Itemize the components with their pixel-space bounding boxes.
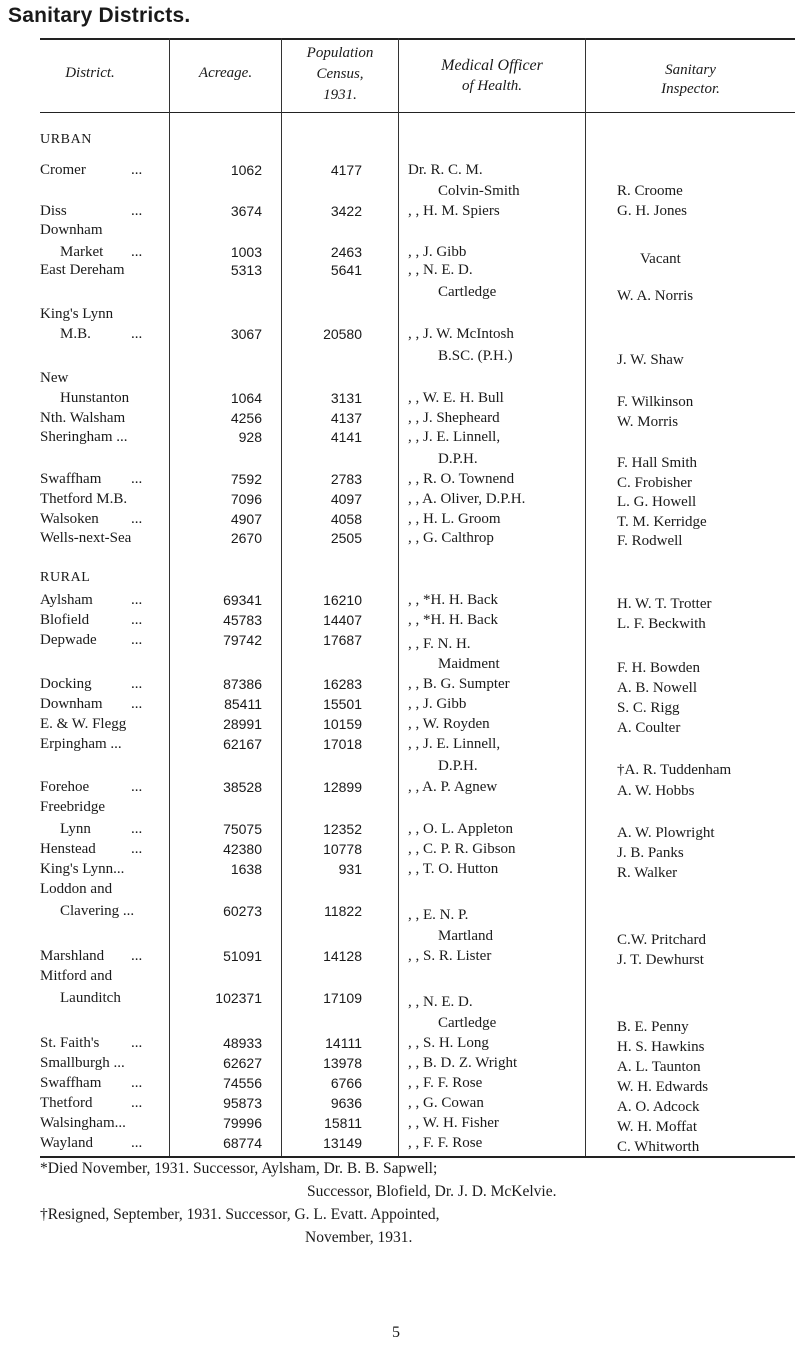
table-cell: ... — [131, 592, 143, 608]
table-cell: ... — [131, 1075, 143, 1091]
table-cell: , , W. H. Fisher — [408, 1115, 499, 1131]
table-cell: ... — [131, 1095, 143, 1111]
table-cell: , , T. O. Hutton — [408, 861, 499, 877]
table-cell: 14407 — [323, 612, 362, 628]
table-cell: Smallburgh ... — [40, 1055, 125, 1071]
table-cell: Lynn — [60, 821, 91, 837]
table-cell: , , F. N. H. — [408, 636, 471, 652]
table-cell: 15501 — [323, 696, 362, 712]
table-cell: Depwade — [40, 632, 97, 648]
header-bottom-rule — [40, 112, 795, 113]
table-cell: ... — [131, 821, 143, 837]
page-title: Sanitary Districts. — [8, 4, 191, 27]
table-cell: 5641 — [330, 262, 362, 278]
table-cell: , , W. Royden — [408, 716, 490, 732]
table-cell: King's Lynn — [40, 306, 114, 322]
table-cell: Market — [60, 244, 104, 260]
table-cell: 16283 — [323, 676, 362, 692]
table-cell: Mitford and — [40, 968, 113, 984]
table-cell: , , J. Shepheard — [408, 410, 500, 426]
table-cell: ... — [131, 948, 143, 964]
table-cell: Blofield — [40, 612, 90, 628]
table-cell: 4097 — [330, 491, 362, 507]
table-cell: H. S. Hawkins — [617, 1039, 705, 1055]
table-cell: ... — [131, 326, 143, 342]
table-cell: F. Hall Smith — [617, 455, 698, 471]
page-number: 5 — [392, 1324, 400, 1341]
table-cell: Clavering ... — [60, 903, 135, 919]
table-cell: 5313 — [230, 262, 262, 278]
table-cell: Nth. Walsham — [40, 410, 126, 426]
header-medical-officer-line: Medical Officer — [441, 57, 543, 74]
table-cell: Walsingham... — [40, 1115, 126, 1131]
table-cell: King's Lynn... — [40, 861, 125, 877]
table-cell: A. L. Taunton — [617, 1059, 701, 1075]
table-cell: 3067 — [230, 326, 262, 342]
column-divider — [281, 38, 282, 1156]
table-cell: Wayland — [40, 1135, 93, 1151]
section-heading-rural: RURAL — [40, 570, 91, 585]
table-cell: T. M. Kerridge — [617, 514, 707, 530]
table-cell: L. G. Howell — [617, 494, 697, 510]
table-cell: 10159 — [323, 716, 362, 732]
header-population — [282, 45, 398, 104]
table-cell: , , F. F. Rose — [408, 1075, 483, 1091]
table-cell: Docking — [40, 676, 92, 692]
table-cell: Cartledge — [438, 1015, 497, 1031]
table-cell: Dr. R. C. M. — [408, 162, 483, 178]
table-cell: 1638 — [230, 861, 262, 877]
header-acreage: Acreage. — [198, 65, 253, 81]
header-medical-officer-line: of Health. — [462, 78, 522, 94]
table-cell: 16210 — [323, 592, 362, 608]
table-cell: Erpingham ... — [40, 736, 122, 752]
table-cell: G. H. Jones — [617, 203, 687, 219]
table-cell: 7592 — [230, 471, 262, 487]
table-cell: 68774 — [223, 1135, 262, 1151]
table-cell: , , F. F. Rose — [408, 1135, 483, 1151]
table-cell: A. W. Hobbs — [617, 783, 695, 799]
table-cell: Henstead — [40, 841, 96, 857]
table-cell: Colvin-Smith — [438, 183, 520, 199]
column-divider — [398, 38, 399, 1156]
table-cell: D.P.H. — [438, 758, 478, 774]
header-population-line: Population — [306, 45, 374, 61]
table-cell: 74556 — [223, 1075, 262, 1091]
table-cell: Wells-next-Sea — [40, 530, 132, 546]
table-cell: Loddon and — [40, 881, 113, 897]
table-cell: 85411 — [224, 696, 262, 712]
column-divider — [585, 38, 586, 1156]
table-cell: , , W. E. H. Bull — [408, 390, 504, 406]
table-cell: Sheringham ... — [40, 429, 128, 445]
table-cell: , , B. G. Sumpter — [408, 676, 510, 692]
table-cell: 1062 — [230, 162, 262, 178]
table-cell: R. Croome — [617, 183, 683, 199]
table-cell: Maidment — [438, 656, 500, 672]
table-cell: ... — [131, 632, 143, 648]
header-medical-officer — [399, 57, 585, 95]
table-cell: M.B. — [60, 326, 91, 342]
table-cell: A. O. Adcock — [617, 1099, 700, 1115]
table-cell: 1003 — [230, 244, 262, 260]
table-cell: L. F. Beckwith — [617, 616, 706, 632]
table-cell: 3674 — [230, 203, 262, 219]
table-cell: 28991 — [223, 716, 262, 732]
table-cell: 4907 — [230, 511, 262, 527]
table-cell: J. B. Panks — [617, 845, 684, 861]
table-cell: Thetford — [40, 1095, 93, 1111]
table-cell: , , G. Calthrop — [408, 530, 494, 546]
table-cell: 9636 — [330, 1095, 362, 1111]
table-cell: A. W. Plowright — [617, 825, 715, 841]
table-cell: 87386 — [223, 676, 262, 692]
table-cell: , , J. E. Linnell, — [408, 736, 501, 752]
table-cell: ... — [131, 203, 143, 219]
table-cell: 4058 — [330, 511, 362, 527]
table-cell: Swaffham — [40, 471, 102, 487]
table-cell: , , S. R. Lister — [408, 948, 492, 964]
table-cell: , , C. P. R. Gibson — [408, 841, 516, 857]
table-cell: ... — [131, 696, 143, 712]
table-cell: 2463 — [330, 244, 362, 260]
footnote-line: †Resigned, September, 1931. Successor, G. L. Evatt. Appointed, — [40, 1206, 440, 1223]
table-cell: St. Faith's — [40, 1035, 100, 1051]
table-cell: , , H. M. Spiers — [408, 203, 500, 219]
table-cell: Forehoe — [40, 779, 90, 795]
table-cell: Swaffham — [40, 1075, 102, 1091]
table-cell: ... — [131, 1135, 143, 1151]
table-cell: F. H. Bowden — [617, 660, 700, 676]
table-cell: 62167 — [223, 736, 262, 752]
table-cell: 12352 — [323, 821, 362, 837]
column-divider — [169, 38, 170, 1156]
table-cell: D.P.H. — [438, 451, 478, 467]
footnote-line: Successor, Blofield, Dr. J. D. McKelvie. — [307, 1183, 557, 1200]
header-population-line: Census, — [316, 66, 364, 82]
table-cell: ... — [131, 841, 143, 857]
table-cell: , , J. W. McIntosh — [408, 326, 514, 342]
table-cell: C. Whitworth — [617, 1139, 700, 1155]
table-cell: 1064 — [230, 390, 262, 406]
table-cell: , , A. P. Agnew — [408, 779, 498, 795]
header-sanitary-inspector — [586, 62, 795, 98]
header-top-rule — [40, 38, 795, 40]
table-cell: Cartledge — [438, 284, 497, 300]
section-heading-urban: URBAN — [40, 132, 93, 147]
header-sanitary-inspector-line: Inspector. — [661, 81, 720, 97]
table-cell: , , J. Gibb — [408, 696, 467, 712]
table-cell: ... — [131, 471, 143, 487]
header-sanitary-inspector-line: Sanitary — [665, 62, 716, 78]
table-cell: 17687 — [323, 632, 362, 648]
table-cell: Diss — [40, 203, 67, 219]
table-cell: W. A. Norris — [617, 288, 694, 304]
table-cell: , , A. Oliver, D.P.H. — [408, 491, 526, 507]
table-cell: 51091 — [223, 948, 262, 964]
table-cell: Marshland — [40, 948, 105, 964]
table-cell: , , R. O. Townend — [408, 471, 515, 487]
table-bottom-rule — [40, 1156, 795, 1158]
table-cell: 931 — [338, 861, 362, 877]
table-cell: B.SC. (P.H.) — [438, 348, 513, 364]
table-cell: B. E. Penny — [617, 1019, 689, 1035]
table-cell: C.W. Pritchard — [617, 932, 707, 948]
table-cell: C. Frobisher — [617, 475, 692, 491]
table-cell: 14111 — [325, 1035, 362, 1051]
table-cell: , , H. L. Groom — [408, 511, 501, 527]
table-cell: 48933 — [223, 1035, 262, 1051]
table-cell: 3131 — [330, 390, 362, 406]
table-cell: 10778 — [323, 841, 362, 857]
table-cell: 102371 — [215, 990, 262, 1006]
table-cell: , , N. E. D. — [408, 994, 473, 1010]
table-cell: J. W. Shaw — [617, 352, 684, 368]
table-cell: Cromer — [40, 162, 86, 178]
header-district: District. — [65, 65, 115, 81]
table-cell: 17109 — [323, 990, 362, 1006]
table-cell: Walsoken — [40, 511, 99, 527]
table-cell: Martland — [438, 928, 493, 944]
table-cell: New — [40, 370, 69, 386]
table-cell: A. B. Nowell — [617, 680, 697, 696]
table-cell: , , J. Gibb — [408, 244, 467, 260]
table-cell: , , S. H. Long — [408, 1035, 489, 1051]
table-cell: ... — [131, 511, 143, 527]
table-cell: , , N. E. D. — [408, 262, 473, 278]
table-cell: 12899 — [323, 779, 362, 795]
table-cell: ... — [131, 676, 143, 692]
footnote-line: *Died November, 1931. Successor, Aylsham, Dr. B. B. Sapwell; — [40, 1160, 438, 1177]
table-cell: , , J. E. Linnell, — [408, 429, 501, 445]
table-cell: 45783 — [223, 612, 262, 628]
table-cell: 95873 — [223, 1095, 262, 1111]
table-cell: 4141 — [330, 429, 362, 445]
table-cell: 13149 — [323, 1135, 362, 1151]
table-cell: F. Wilkinson — [617, 394, 694, 410]
table-cell: 38528 — [223, 779, 262, 795]
table-cell: ... — [131, 779, 143, 795]
table-cell: , , E. N. P. — [408, 907, 469, 923]
table-cell: Aylsham — [40, 592, 93, 608]
table-cell: 14128 — [323, 948, 362, 964]
table-cell: 79996 — [223, 1115, 262, 1131]
table-cell: Thetford M.B. — [40, 491, 128, 507]
table-cell: 79742 — [223, 632, 262, 648]
table-cell: , , B. D. Z. Wright — [408, 1055, 518, 1071]
table-cell: 2505 — [330, 530, 362, 546]
table-cell: †A. R. Tuddenham — [617, 762, 732, 778]
table-cell: ... — [131, 162, 143, 178]
table-cell: W. Morris — [617, 414, 679, 430]
table-cell: 7096 — [230, 491, 262, 507]
table-cell: 4177 — [330, 162, 362, 178]
table-cell: F. Rodwell — [617, 533, 683, 549]
table-cell: 20580 — [323, 326, 362, 342]
table-cell: 928 — [238, 429, 262, 445]
table-cell: W. H. Edwards — [617, 1079, 709, 1095]
table-cell: Hunstanton — [60, 390, 130, 406]
table-cell: 60273 — [223, 903, 262, 919]
table-cell: , , G. Cowan — [408, 1095, 484, 1111]
table-cell: , , *H. H. Back — [408, 592, 498, 608]
table-cell: Downham — [40, 696, 103, 712]
table-cell: 69341 — [223, 592, 262, 608]
footnote-line: November, 1931. — [305, 1229, 413, 1246]
header-population-line: 1931. — [323, 87, 357, 103]
table-cell: 62627 — [223, 1055, 262, 1071]
table-cell: 15811 — [324, 1115, 362, 1131]
table-cell: 3422 — [330, 203, 362, 219]
table-cell: E. & W. Flegg — [40, 716, 127, 732]
table-cell: J. T. Dewhurst — [617, 952, 704, 968]
table-cell: Vacant — [640, 251, 681, 267]
table-cell: , , O. L. Appleton — [408, 821, 513, 837]
table-cell: 2670 — [230, 530, 262, 546]
table-cell: R. Walker — [617, 865, 678, 881]
table-cell: H. W. T. Trotter — [617, 596, 712, 612]
table-cell: ... — [131, 244, 143, 260]
table-cell: East Dereham — [40, 262, 125, 278]
table-cell: 4137 — [330, 410, 362, 426]
table-cell: ... — [131, 1035, 143, 1051]
table-cell: 17018 — [323, 736, 362, 752]
table-cell: Downham — [40, 222, 103, 238]
table-cell: W. H. Moffat — [617, 1119, 697, 1135]
table-cell: , , *H. H. Back — [408, 612, 498, 628]
table-cell: 75075 — [223, 821, 262, 837]
table-cell: 2783 — [330, 471, 362, 487]
table-cell: 4256 — [230, 410, 262, 426]
table-cell: ... — [131, 612, 143, 628]
table-cell: 6766 — [330, 1075, 362, 1091]
table-cell: 13978 — [323, 1055, 362, 1071]
table-cell: Launditch — [60, 990, 121, 1006]
table-cell: 11822 — [324, 903, 362, 919]
table-cell: A. Coulter — [617, 720, 681, 736]
table-cell: 42380 — [223, 841, 262, 857]
table-cell: S. C. Rigg — [617, 700, 680, 716]
table-cell: Freebridge — [40, 799, 105, 815]
